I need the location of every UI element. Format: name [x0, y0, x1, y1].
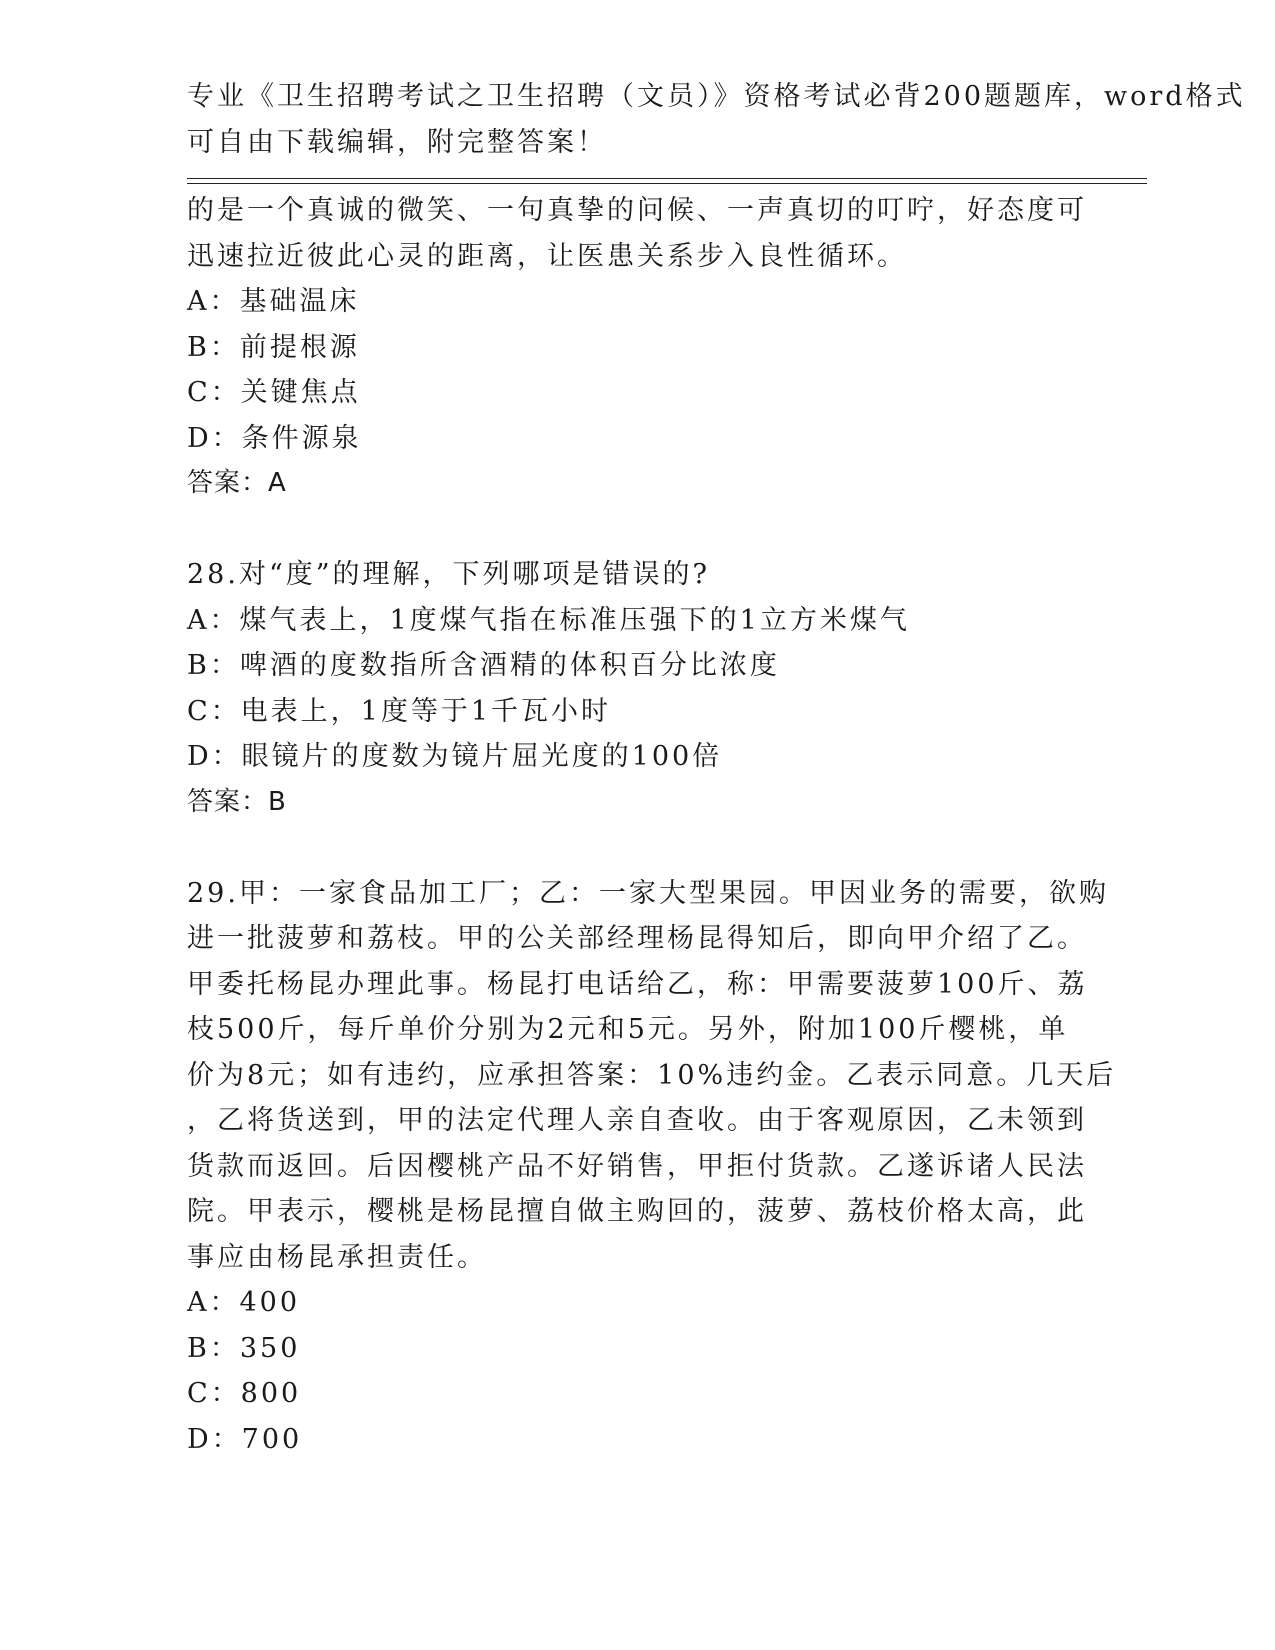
question-29-stem-line-4: 枝500斤，每斤单价分别为2元和5元。另外，附加100斤樱桃，单 — [187, 1014, 1069, 1045]
question-28-stem-line-1: 28.对“度”的理解，下列哪项是错误的? — [187, 559, 711, 590]
question-content — [187, 188, 1117, 1462]
question-29-stem-line-9: 事应由杨昆承担责任。 — [187, 1241, 487, 1273]
question-29-option-b: B：350 — [187, 1332, 301, 1364]
question-27-option-a: A：基础温床 — [187, 286, 360, 317]
question-29-option-c: C：800 — [187, 1378, 302, 1409]
question-29-option-d: D：700 — [187, 1423, 303, 1455]
header-line-2: 可自由下载编辑，附完整答案！ — [187, 126, 607, 158]
question-29-stem-line-6: ，乙将货送到，甲的法定代理人亲自查收。由于客观原因，乙未领到 — [187, 1105, 1087, 1136]
question-28-option-b: B：啤酒的度数指所含酒精的体积百分比浓度 — [187, 650, 780, 681]
header-divider-top — [187, 178, 1147, 179]
question-29-stem-line-2: 进一批菠萝和荔枝。甲的公关部经理杨昆得知后，即向甲介绍了乙。 — [187, 923, 1087, 954]
question-29-stem-line-3: 甲委托杨昆办理此事。杨昆打电话给乙，称：甲需要菠萝100斤、荔 — [187, 968, 1088, 1000]
question-28-option-a: A：煤气表上，1度煤气指在标准压强下的1立方米煤气 — [187, 604, 910, 636]
header-divider-bottom — [187, 183, 1147, 184]
question-29-stem-line-1: 29.甲：一家食品加工厂；乙：一家大型果园。甲因业务的需要，欲购 — [187, 877, 1109, 909]
question-28-option-d: D：眼镜片的度数为镜片屈光度的100倍 — [187, 741, 723, 772]
page-header — [187, 74, 1246, 165]
question-27-option-d: D：条件源泉 — [187, 422, 362, 454]
question-28-option-c: C：电表上，1度等于1千瓦小时 — [187, 695, 612, 727]
question-27-option-c: C：关键焦点 — [187, 377, 361, 408]
question-27-answer: 答案：A — [187, 468, 287, 498]
question-29-option-a: A：400 — [187, 1287, 301, 1318]
question-27 — [187, 188, 1087, 507]
question-spacer — [187, 507, 1087, 553]
question-27-option-b: B：前提根源 — [187, 331, 360, 363]
question-29-stem-line-7: 货款而返回。后因樱桃产品不好销售，甲拒付货款。乙遂诉诸人民法 — [187, 1150, 1087, 1182]
question-spacer — [187, 825, 1087, 871]
question-29-stem-line-8: 院。甲表示，樱桃是杨昆擅自做主购回的，菠萝、荔枝价格太高，此 — [187, 1196, 1087, 1227]
question-29 — [187, 871, 1117, 1463]
question-29-stem-line-5: 价为8元；如有违约，应承担答案：10%违约金。乙表示同意。几天后 — [187, 1059, 1117, 1091]
question-27-stem-line-1: 的是一个真诚的微笑、一句真挚的问候、一声真切的叮咛，好态度可 — [187, 195, 1087, 226]
header-line-1: 专业《卫生招聘考试之卫生招聘（文员）》资格考试必背200题题库，word格式 — [187, 81, 1246, 112]
question-28 — [187, 552, 1087, 825]
question-27-stem-line-2: 迅速拉近彼此心灵的距离，让医患关系步入良性循环。 — [187, 240, 907, 272]
question-28-answer: 答案：B — [187, 786, 287, 817]
